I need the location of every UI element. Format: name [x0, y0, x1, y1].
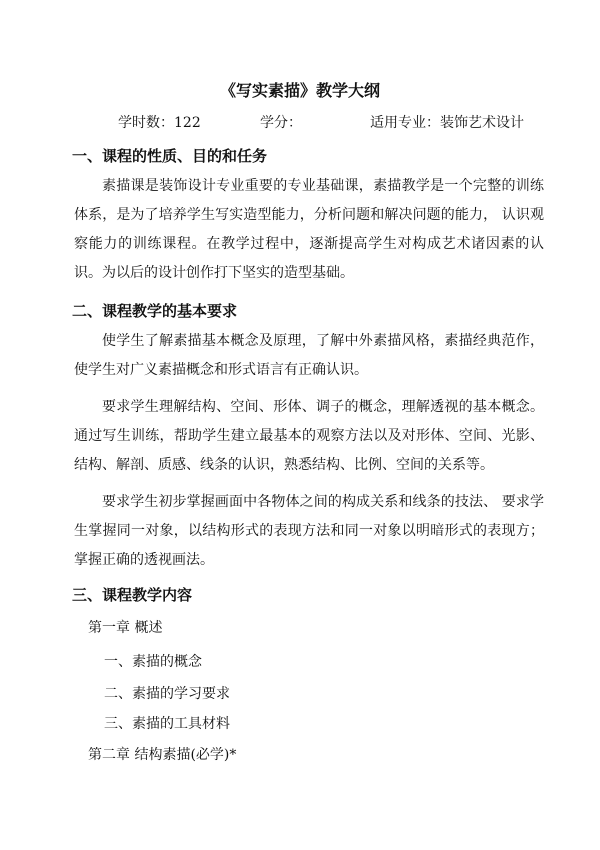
list-item: 二、素描的学习要求: [104, 686, 230, 702]
major-label: 适用专业：装饰艺术设计: [370, 115, 524, 131]
section-2-paragraph-3: 要求学生初步掌握画面中各物体之间的构成关系和线条的技法、 要求学生掌握同一对象，以结构形式的表现方法和同一对象以明暗形式的表现方；掌握正确的透视画法。: [74, 494, 544, 568]
list-item: 一、素描的概念: [104, 654, 202, 670]
list-item: 三、素描的工具材料: [104, 716, 230, 732]
hours-label: 学时数：122: [118, 115, 201, 131]
chapter-2-title: 第二章 结构素描(必学)*: [88, 747, 237, 763]
credits-label: 学分：: [260, 115, 302, 131]
document-title: 《写实素描》教学大纲: [219, 81, 380, 100]
section-1-paragraph: 素描课是装饰设计专业重要的专业基础课，素描教学是一个完整的训练体系，是为了培养学生写实造型能力，分析问题和解决问题的能力， 认识观察能力的训练课程。在教学过程中，逐渐提高学生对构成艺术诸因素的认识。为以后的设计创作打下坚实的造型基础。: [74, 178, 544, 281]
section-heading-1: 一、课程的性质、目的和任务: [72, 147, 268, 165]
section-heading-3: 三、课程教学内容: [72, 586, 193, 604]
section-heading-2: 二、课程教学的基本要求: [72, 302, 238, 320]
section-2-paragraph-2: 要求学生理解结构、空间、形体、调子的概念，理解透视的基本概念。通过写生训练，帮助学生建立最基本的观察方法以及对形体、空间、光影、结构、解剖、质感、线条的认识，熟悉结构、比例、空间的关系等。: [74, 399, 544, 473]
chapter-1-title: 第一章 概述: [88, 620, 163, 636]
section-2-paragraph-1: 使学生了解素描基本概念及原理，了解中外素描风格，素描经典范作，使学生对广义素描概念和形式语言有正确认识。: [74, 333, 544, 378]
